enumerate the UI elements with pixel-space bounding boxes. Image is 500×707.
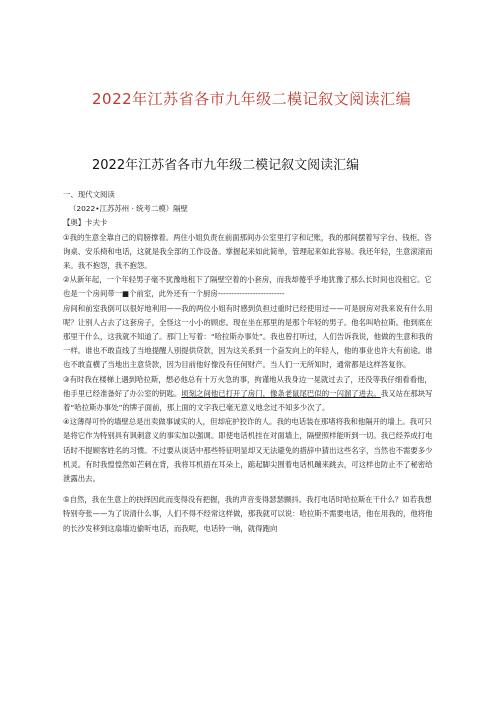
- paragraph-1: ①我的生意全靠自己的肩膀撑着。两住小姐负责在前面那间办公室里打字和记账，我的那间摆着写字台、钱柜、咨询桌、安乐椅和电话，这就是我全部的工作设备。掌握起来如此简单，管理起来如此容易。我还年轻，生意滚滚而来。我不抱怨，我不抱怨。: [63, 232, 433, 271]
- document-header-title: 2022年江苏省各市九年级二模记叙文阅读汇编: [92, 90, 412, 108]
- paragraph-2-text-b: 房间和前室我倒可以很好地利用——我的两位小姐有时感到负担过重时已经使用过——可是厨房对我来说有什么用呢？让别人占去了这套房子，全怪这一小小的顾虑。现在坐在那里的是那个年轻的男子。他名叫哈拉斯。他到底在那里干什么，这我就不知道了。那门上写着：“哈拉斯办事处”。我也曾打听过，人们告诉我说，他做的生意和我的一样。谁也不敢直线了当地提醒人别提供贷款，因为这关系到一个奋发向上的年轻人，他的事业也许大有前途。谁也不敢直横了当地出主意贷款，因为目前他好像没有任何财产。当人们一无所知时，通常都是这样答复你。: [63, 303, 433, 370]
- paragraph-2-text-a: ②从新年起，一个年轻男子毫不犹豫地租下了隔壁空着的小套房，而我却傻乎乎地犹豫了那么长时间也没租它。它也是一个房间带一■个前室，此外还有一个厨房: [63, 275, 432, 299]
- paragraph-3-text-a: ③有时我在楼梯上遇到哈拉斯，想必他总有十万火急的事，拘谨地从我身边一晃就过去了，还没等我仔细看看他，他手里已经准备好了办公室的钥匙。: [63, 374, 432, 398]
- paragraph-3: [63, 373, 437, 416]
- paragraph-2-dashes: -------------------------: [217, 289, 285, 299]
- source-line: （2022•江苏苏州 · 统考二模）隔壁: [69, 204, 188, 214]
- paragraph-3-text-b: 我又站在那块写着“哈拉斯办事处”的牌子面前，那上面的文字我已毫无意义地念过不知多少次了。: [63, 388, 433, 413]
- paragraph-5: ⑤自然，我在生意上的抉择因此而变得没有把握，我的声音变得瑟瑟颤抖。我打电话时哈拉斯在干什么？如若我想特别夸张——为了说清什么事，人们不得不经常这样做，那我就可以说：哈拉斯不需要电话，他在用我的，他将他的长沙发移到这扇墙边偷听电话，而我呢，电话铃一响，就得跑向: [63, 495, 433, 533]
- article-body: [63, 188, 437, 536]
- paragraph-2: [63, 273, 437, 372]
- page-title: 2022年江苏省各市九年级二模记叙文阅读汇编: [92, 158, 360, 173]
- paragraph-gap: [63, 486, 437, 493]
- paragraph-4: ④这薄得可怜的墙壁总是出卖做事诚实的人，但却庇护狡诈的人。我的电话装在那堵将我和他隔开的墙上。我可只是将它作为特别具有讽刺意义的事实加以强调。即使电话机挂在对面墙上，隔壁照样能听到一切。我已经养成打电话时不提顾客姓名的习惯。不过要从谈话中那些特征明显却又无法避免的措辞中猜出这些名字，当然也不需要多少机灵。有时我惶惶然如芒刺在背，我将耳机捂在耳朵上，踮起脚尖围着电话机蹦来跳去，可这样也防止不了秘密给泄露出去。: [63, 417, 433, 484]
- section-heading: 一、现代文阅读: [63, 190, 115, 199]
- author-line: 【奥】卡夫卡: [63, 218, 108, 228]
- paragraph-3-underlined: 顷刻之间他已打开了房门，像条老鼠尾巴似的一闪溜了进去。: [181, 388, 381, 398]
